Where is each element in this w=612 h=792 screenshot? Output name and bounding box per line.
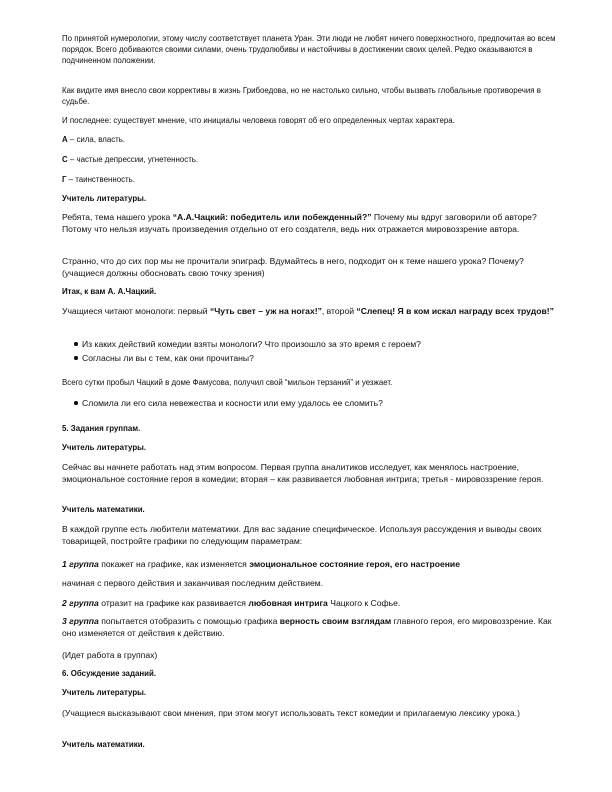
group-3-label: 3 группа — [62, 616, 99, 626]
paragraph-students-opinions: (Учащиеся высказывают свои мнения, при этом могут использовать текст комедии и прилагаемую лексику урока.) — [62, 708, 520, 718]
paragraph-math-task: В каждой группе есть любители математики. Для вас задание специфическое. Используя рассуждения и выводы своих товарищей, постройте графики по следующим параметрам: — [62, 524, 542, 547]
group-1-task: покажет на графике, как изменяется — [98, 559, 250, 569]
group-3-task-end: главного героя, его мировоззрение. Как оно изменяется от действия к действию. — [62, 616, 552, 639]
monologues-separator: , второй — [321, 306, 357, 316]
paragraph-name-influence: Как видите имя внесло свои коррективы в жизнь Грибоедова, но не настолько сильно, чтобы вызвать глобальные противоречия в судьбе. — [62, 86, 541, 106]
initial-s-line — [62, 155, 562, 166]
group-1-focus: эмоциональное состояние героя, его настроение — [249, 559, 460, 569]
paragraph-group-1-continued: начиная с первого действия и заканчивая последним действием. — [62, 578, 324, 588]
initial-g-line — [62, 175, 562, 186]
heading-discussion: 6. Обсуждение заданий. — [62, 669, 157, 678]
heading-math-teacher: Учитель математики. — [62, 505, 145, 514]
paragraph-group-work: Сейчас вы начнете работать над этим вопросом. Первая группа аналитиков исследует, как менялось настроение, эмоциональное состояние героя в комедии; вторая – как развивается любовная интрига; третья - мировоззрение героя. — [62, 462, 544, 485]
initial-a-line — [62, 135, 562, 146]
list-item — [82, 352, 562, 364]
initial-s-meaning: – частые депрессии, угнетенность. — [67, 155, 199, 164]
heading-literature-teacher: Учитель литературы. — [62, 688, 147, 697]
list-item-text: Согласны ли вы с тем, как они прочитаны? — [82, 353, 254, 363]
initial-a: А — [62, 135, 68, 144]
monologue-second: “Слепец! Я в ком искал награду всех трудов!” — [356, 306, 554, 316]
initial-g: Г — [62, 175, 67, 184]
group-1-label: 1 группа — [62, 559, 99, 569]
group-3-task: попытается отобразить с помощью графика — [98, 616, 280, 626]
monologues-intro: Учащиеся читают монологи: первый — [62, 306, 210, 316]
initial-g-meaning: – таинственность. — [66, 175, 135, 184]
bullet-icon — [74, 401, 78, 405]
bullet-icon — [74, 342, 78, 346]
group-2-label: 2 группа — [62, 598, 99, 608]
heading-literature-teacher: Учитель литературы. — [62, 443, 147, 452]
paragraph-famusov-house: Всего сутки пробыл Чацкий в доме Фамусова, получил свой “мильон терзаний” и уезжает. — [62, 378, 393, 387]
list-item — [82, 397, 562, 409]
initial-a-meaning: – сила, власть. — [67, 135, 126, 144]
group-3-focus: верность своим взглядам — [279, 616, 392, 626]
paragraph-monologues — [62, 305, 562, 317]
group-2-task: отразит на графике как развивается — [98, 598, 249, 608]
paragraph-group-3 — [62, 615, 562, 639]
bullet-icon — [74, 356, 78, 360]
heading-group-tasks: 5. Задания группам. — [62, 424, 141, 433]
paragraph-initials: И последнее: существует мнение, что инициалы человека говорят об его определенных чертах характера. — [62, 116, 455, 125]
heading-chatsky: Итак, к вам А. А.Чацкий. — [62, 287, 157, 296]
list-item — [82, 338, 562, 350]
topic-explanation: Почему мы вдруг заговорили об авторе? Потому что нельзя изучать произведения отдельно от его создателя, ведь них отражается мировоззрение автора. — [62, 212, 537, 235]
paragraph-work-in-groups: (Идет работа в группах) — [62, 650, 158, 660]
heading-math-teacher: Учитель математики. — [62, 740, 145, 749]
monologue-first: “Чуть свет – уж на ногах!” — [209, 306, 322, 316]
list-item-text: Из каких действий комедии взяты монологи? Что произошло за это время с героем? — [82, 339, 421, 349]
paragraph-group-1 — [62, 558, 562, 570]
group-2-focus: любовная интрига — [248, 598, 328, 608]
list-item-text: Сломила ли его сила невежества и косности или ему удалось ее сломить? — [82, 398, 383, 408]
group-2-task-end: Чацкого к Софье. — [327, 598, 401, 608]
lesson-topic: “А.А.Чацкий: победитель или побежденный?” — [172, 212, 372, 222]
topic-intro: Ребята, тема нашего урока — [62, 212, 173, 222]
heading-literature-teacher: Учитель литературы. — [62, 194, 147, 203]
paragraph-lesson-topic — [62, 211, 562, 235]
paragraph-numerology: По принятой нумерологии, этому числу соответствует планета Уран. Эти люди не любят ничего поверхностного, предпочитая во всем порядок. Всего добиваются своими силами, очень трудолюбивы и настойчивы в достижении своих целей. Редко оказываются в подчиненном положении. — [62, 34, 556, 65]
paragraph-epigraph: Странно, что до сих пор мы не прочитали эпиграф. Вдумайтесь в него, подходит он к теме нашего урока? Почему? (учащиеся должны обосновать свою точку зрения) — [62, 256, 524, 279]
paragraph-group-2 — [62, 597, 562, 609]
initial-s: С — [62, 155, 68, 164]
